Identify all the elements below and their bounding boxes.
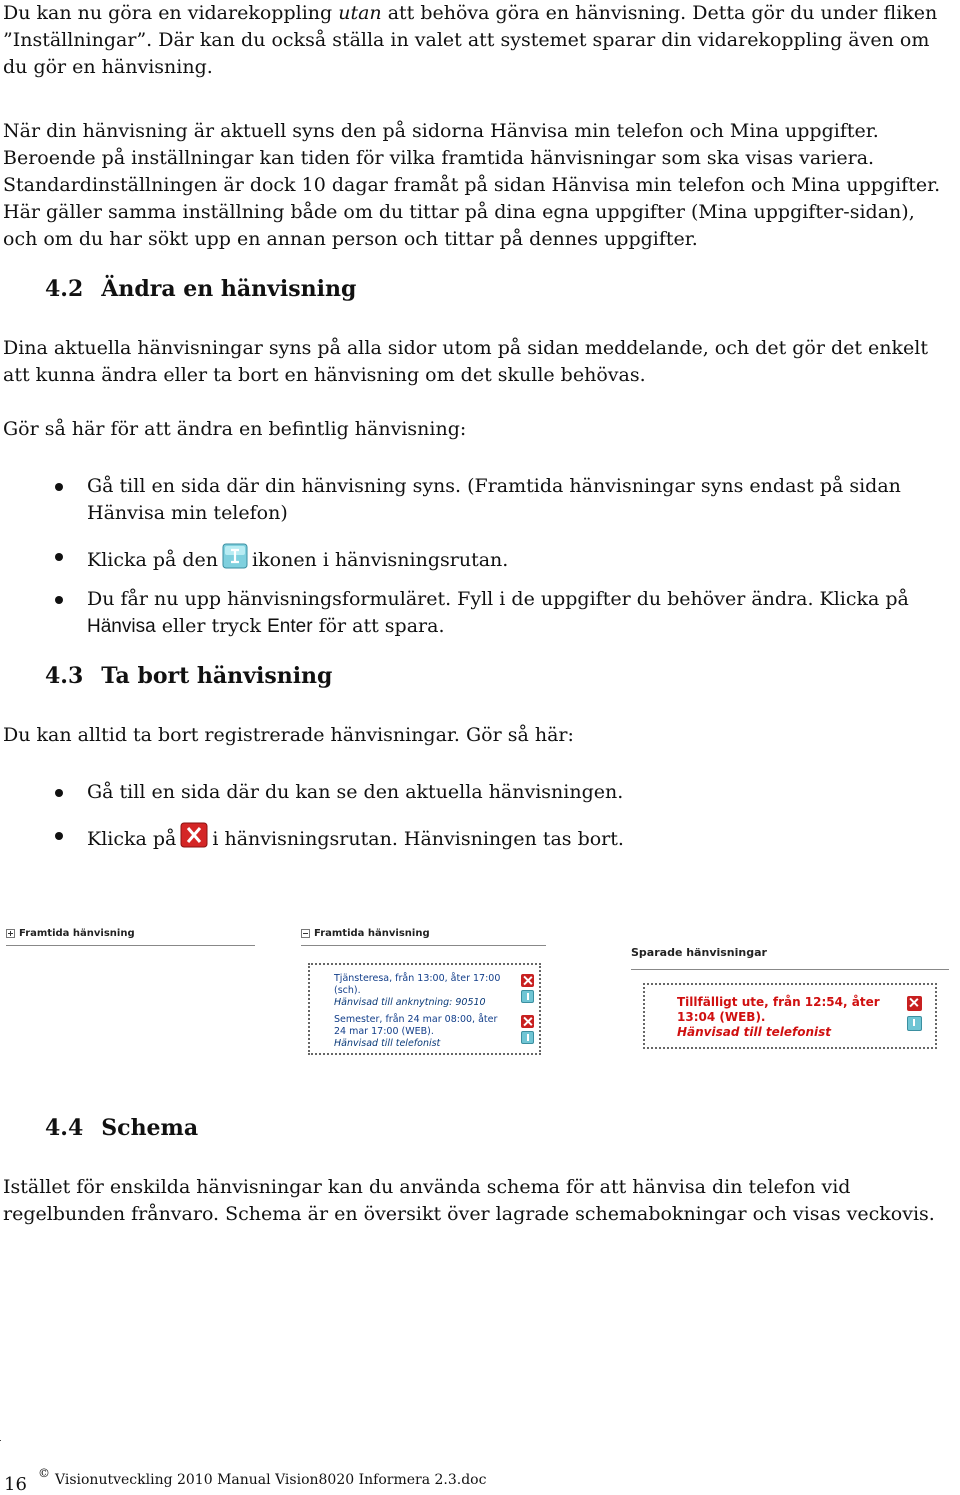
- edit-icon: [222, 543, 248, 577]
- edit-icon[interactable]: [907, 1016, 922, 1031]
- status-paragraph: När din hänvisning är aktuell syns den på sidorna Hänvisa min telefon och Mina uppgifter. Beroende på inställningar kan tiden för vilka framtida hänvisningar som ska visas variera. Standardinställningen är dock 10 dagar framåt på sidan Hänvisa min telefon och Mina uppgifter. Här gäller samma inställning både om du tittar på dina egna uppgifter (Mina uppgifter-sidan), och om du har sökt upp en annan person och tittar på dennes uppgifter.: [3, 120, 941, 250]
- saved-referrals-box: [643, 983, 937, 1049]
- referral-entry-2: Semester, från 24 mar 08:00, åter 24 mar 17:00 (WEB). Hänvisad till telefonist: [334, 1014, 498, 1049]
- page-number: 16: [4, 1474, 27, 1495]
- edit-icon[interactable]: [521, 1031, 534, 1044]
- delete-icon[interactable]: [521, 1015, 534, 1028]
- panel-divider: [301, 945, 546, 946]
- section-title: Ta bort hänvisning: [101, 663, 333, 689]
- list-item-text: Gå till en sida där du kan se den aktuella hänvisningen.: [87, 781, 624, 803]
- collapse-minus-icon[interactable]: [301, 929, 310, 938]
- list-item-text: Gå till en sida där din hänvisning syns. (Framtida hänvisningar syns endast på sidan Hänvisa min telefon): [87, 475, 901, 524]
- bullet-icon: [55, 596, 63, 604]
- panel-title: Framtida hänvisning: [314, 928, 430, 939]
- hanvisa-button-ref: Hänvisa: [87, 616, 156, 637]
- panel-title: Framtida hänvisning: [19, 928, 135, 939]
- page-footer: [0, 1440, 960, 1495]
- change-steps-lead: Gör så här för att ändra en befintlig hänvisning:: [3, 418, 467, 440]
- section-number: 4.3: [45, 663, 84, 689]
- saved-referral-entry: Tillfälligt ute, från 12:54, åter 13:04 (WEB). Hänvisad till telefonist: [677, 995, 880, 1039]
- delete-intro-paragraph: Du kan alltid ta bort registrerade hänvisningar. Gör så här:: [3, 724, 574, 746]
- bullet-icon: [55, 483, 63, 491]
- panel-title: Sparade hänvisningar: [631, 946, 767, 959]
- section-number: 4.2: [45, 276, 84, 302]
- screenshot-saved-panel: [631, 941, 949, 1049]
- delete-icon[interactable]: [521, 974, 534, 987]
- section-heading-4-2: [45, 276, 356, 302]
- screenshot-expanded-panel: [301, 928, 546, 1055]
- intro-emphasis: utan: [338, 2, 382, 24]
- section-title: Ändra en hänvisning: [101, 276, 357, 302]
- delete-icon: [180, 822, 208, 856]
- copyright-symbol: ©: [38, 1466, 50, 1480]
- section-number: 4.4: [45, 1115, 84, 1141]
- section-title: Schema: [101, 1115, 199, 1141]
- referral-entry-1: Tjänsteresa, från 13:00, åter 17:00 (sch). Hänvisad till anknytning: 90510: [334, 973, 501, 1008]
- list-item-text: Klicka på i hänvisningsrutan. Hänvisningen tas bort.: [87, 822, 957, 856]
- footer-text: Visionutveckling 2010 Manual Vision8020 Informera 2.3.doc: [55, 1472, 487, 1488]
- enter-key-ref: Enter: [267, 616, 313, 637]
- change-intro-paragraph: Dina aktuella hänvisningar syns på alla sidor utom på sidan meddelande, och det gör det enkelt att kunna ändra eller ta bort en hänvisning om det skulle behövas.: [3, 337, 928, 386]
- schedule-paragraph: Istället för enskilda hänvisningar kan du använda schema för att hänvisa din telefon vid regelbunden frånvaro. Schema är en översikt över lagrade schemabokningar och visas veckovis.: [3, 1176, 935, 1225]
- intro-text-b: att behöva göra en hänvisning. Detta gör du under fliken ”Inställningar”. Där kan du också ställa in valet att systemet sparar din vidarekoppling även om du gör en hänvisning.: [3, 2, 938, 78]
- screenshot-collapsed-panel: [6, 928, 255, 946]
- expand-plus-icon[interactable]: [6, 929, 15, 938]
- section-heading-4-3: [45, 663, 332, 689]
- intro-text-a: Du kan nu göra en vidarekoppling: [3, 2, 339, 24]
- intro-paragraph: [3, 0, 948, 81]
- bullet-icon: [55, 789, 63, 797]
- panel-divider: [6, 945, 255, 946]
- list-item-text: Klicka på den ikonen i hänvisningsrutan.: [87, 543, 957, 577]
- bullet-icon: [55, 553, 63, 561]
- future-referrals-box: [308, 963, 541, 1055]
- list-item-text: Du får nu upp hänvisningsformuläret. Fyll i de uppgifter du behöver ändra. Klicka på Hänvisa eller tryck Enter för att spara.: [87, 588, 909, 637]
- panel-divider: [631, 969, 949, 970]
- footer-rule: [0, 1440, 1, 1441]
- section-heading-4-4: [45, 1115, 198, 1141]
- bullet-icon: [55, 832, 63, 840]
- delete-icon[interactable]: [907, 996, 922, 1011]
- edit-icon[interactable]: [521, 990, 534, 1003]
